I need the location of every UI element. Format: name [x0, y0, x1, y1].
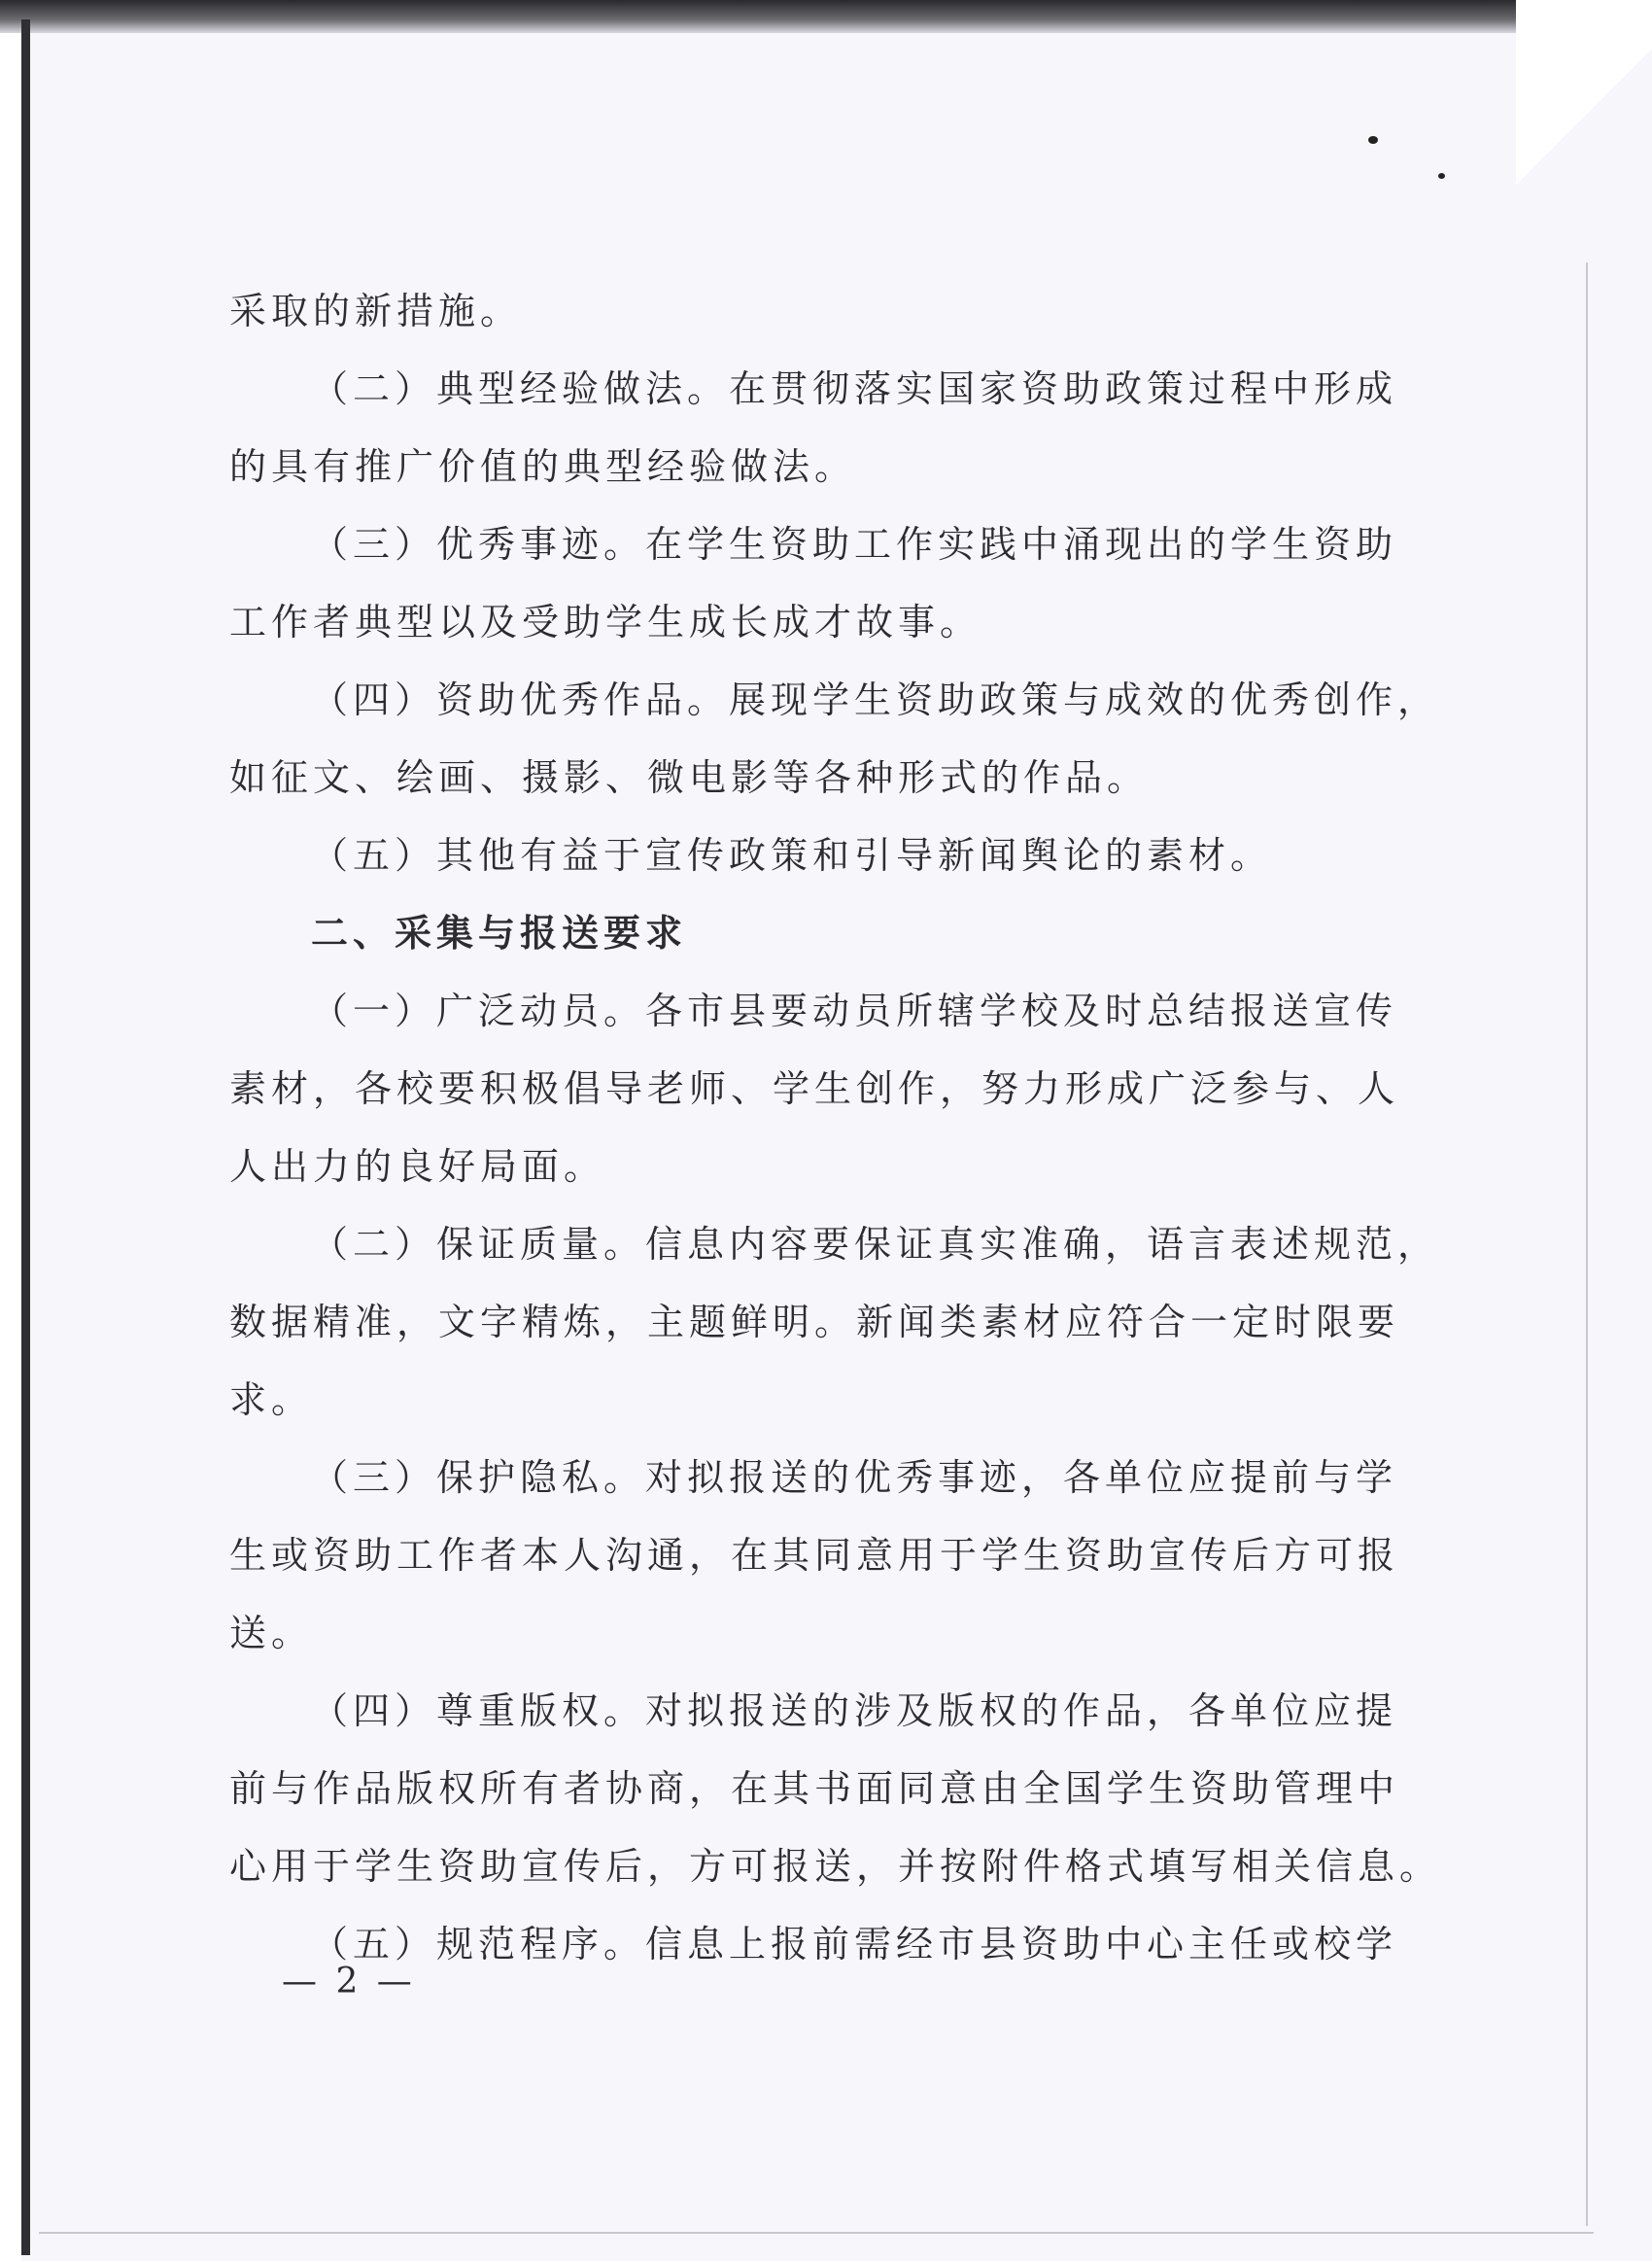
- paragraph-line: 人出力的良好局面。: [229, 1145, 606, 1188]
- paragraph-line: 求。: [229, 1378, 314, 1421]
- paragraph-line: （四）资助优秀作品。展现学生资助政策与成效的优秀创作，: [311, 678, 1440, 721]
- page-number: — 2 —: [282, 1962, 416, 2001]
- paragraph-line: 采取的新措施。: [229, 290, 523, 332]
- scan-left-margin: [0, 0, 21, 2261]
- paragraph-line: （五）规范程序。信息上报前需经市县资助中心主任或校学: [311, 1923, 1398, 1965]
- paragraph-line: 送。: [229, 1612, 314, 1654]
- paragraph-line: （一）广泛动员。各市县要动员所辖学校及时总结报送宣传: [311, 990, 1398, 1032]
- paragraph-line: （三）优秀事迹。在学生资助工作实践中涌现出的学生资助: [311, 523, 1398, 566]
- document-body: [229, 282, 1442, 1993]
- page-border-bottom: [39, 2232, 1594, 2234]
- paragraph-line: 心用于学生资助宣传后，方可报送，并按附件格式填写相关信息。: [229, 1845, 1442, 1888]
- scan-top-edge: [0, 0, 1652, 33]
- folded-corner: [1516, 0, 1652, 233]
- paragraph-line: 如征文、绘画、摄影、微电影等各种形式的作品。: [229, 756, 1150, 799]
- paragraph-line: 前与作品版权所有者协商，在其书面同意由全国学生资助管理中: [229, 1767, 1400, 1810]
- page-border-right: [1586, 262, 1588, 2226]
- paragraph-line: （三）保护隐私。对拟报送的优秀事迹，各单位应提前与学: [311, 1456, 1398, 1499]
- paragraph-line: （四）尊重版权。对拟报送的涉及版权的作品，各单位应提: [311, 1689, 1398, 1732]
- scan-speck: [1368, 136, 1378, 144]
- section-heading: 二、采集与报送要求: [311, 912, 688, 955]
- paragraph-line: （二）保证质量。信息内容要保证真实准确，语言表述规范，: [311, 1223, 1440, 1266]
- scan-left-edge: [21, 19, 30, 2255]
- paragraph-line: 的具有推广价值的典型经验做法。: [229, 445, 857, 488]
- paragraph-line: （五）其他有益于宣传政策和引导新闻舆论的素材。: [311, 834, 1273, 877]
- scan-speck: [1438, 173, 1445, 179]
- paragraph-line: 素材，各校要积极倡导老师、学生创作，努力形成广泛参与、人: [229, 1067, 1400, 1110]
- paragraph-line: 工作者典型以及受助学生成长成才故事。: [229, 601, 982, 644]
- paragraph-line: 数据精准，文字精炼，主题鲜明。新闻类素材应符合一定时限要: [229, 1301, 1400, 1343]
- paragraph-line: （二）典型经验做法。在贯彻落实国家资助政策过程中形成: [311, 367, 1398, 410]
- paragraph-line: 生或资助工作者本人沟通，在其同意用于学生资助宣传后方可报: [229, 1534, 1400, 1577]
